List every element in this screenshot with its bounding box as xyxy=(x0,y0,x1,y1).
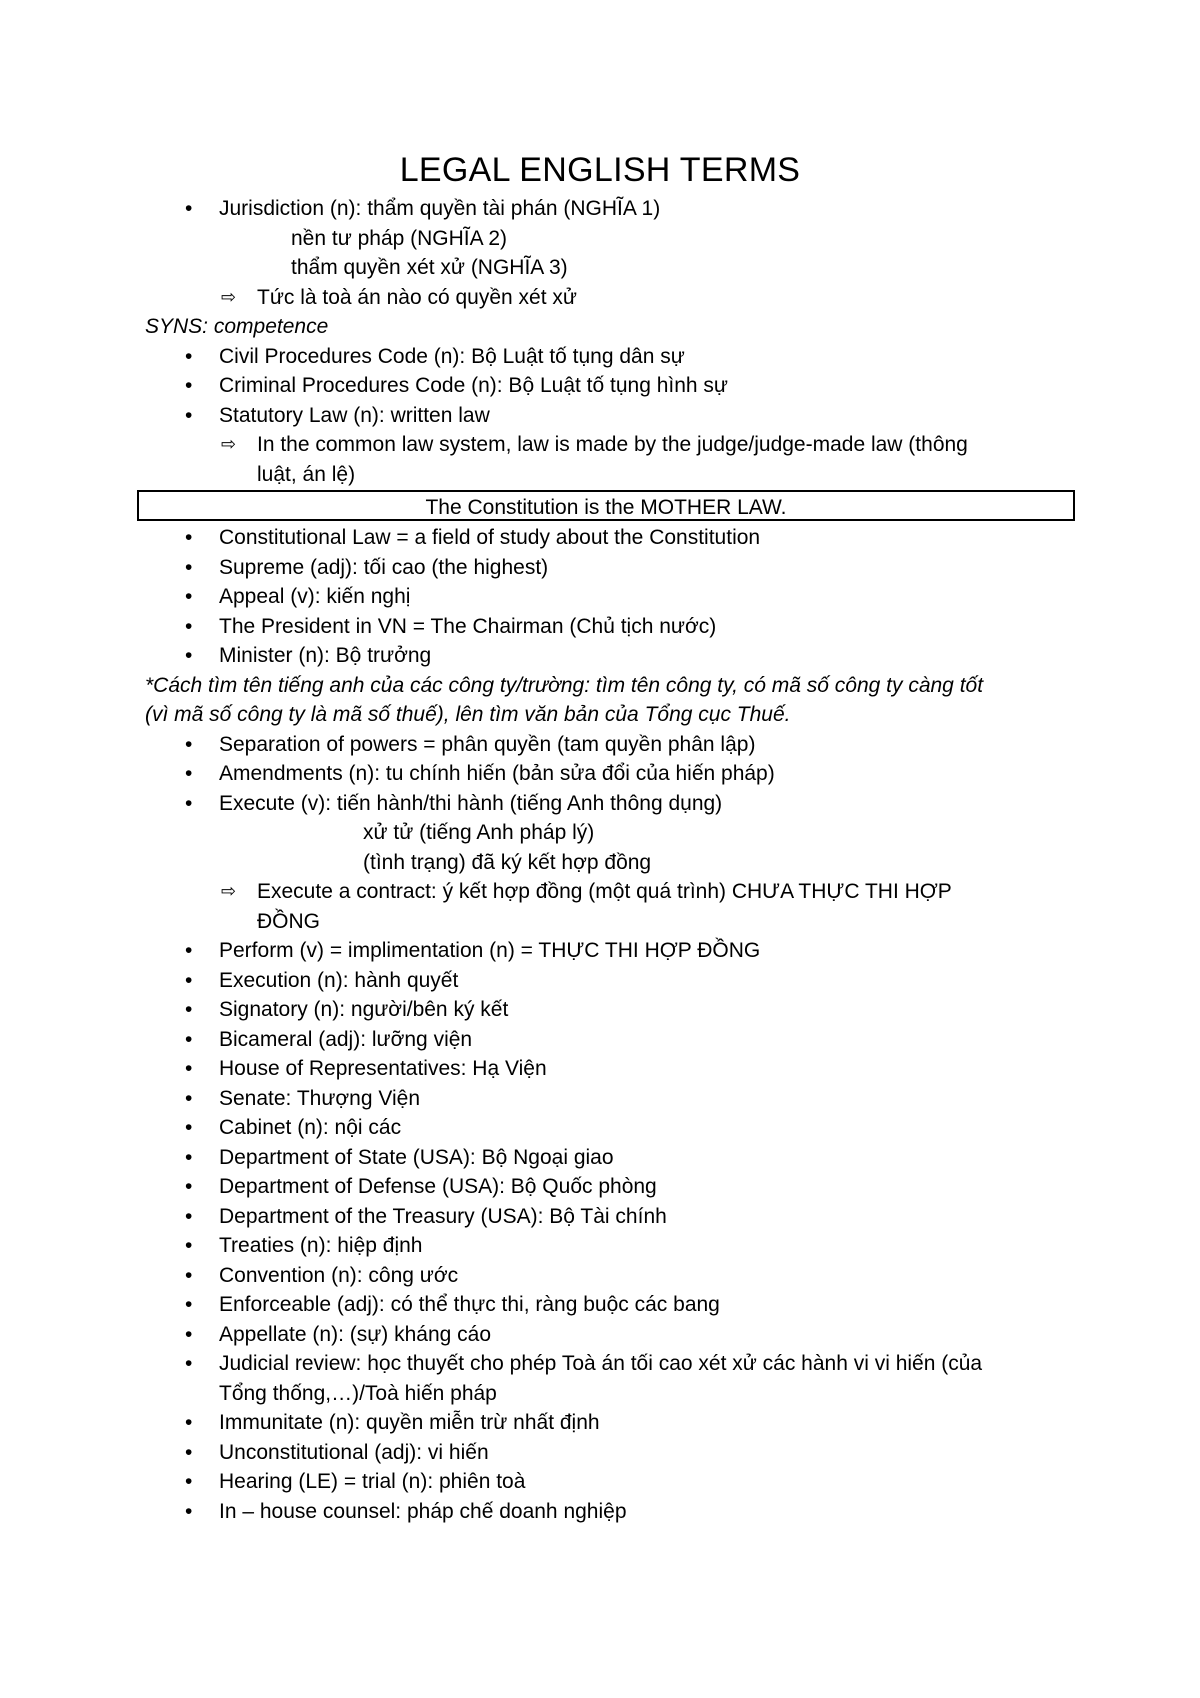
list-item: • Appellate (n): (sự) kháng cáo xyxy=(145,1320,1075,1350)
list-item: • Immunitate (n): quyền miễn trừ nhất định xyxy=(145,1408,1075,1438)
arrow-note-continuation: ĐỒNG xyxy=(257,909,320,933)
arrow-note xyxy=(145,877,1075,907)
list-item: • Perform (v) = implimentation (n) = THỰC THI HỢP ĐỒNG xyxy=(145,936,1075,966)
document-body xyxy=(145,194,1075,1526)
list-item-continuation: xử tử (tiếng Anh pháp lý) xyxy=(363,821,595,844)
right-arrow-icon: ⇨ xyxy=(221,881,237,901)
list-item-continuation: Tổng thống,…)/Toà hiến pháp xyxy=(219,1381,497,1405)
list-item: • Convention (n): công ước xyxy=(145,1261,1075,1291)
list-item: • Amendments (n): tu chính hiến (bản sửa đổi của hiến pháp) xyxy=(145,759,1075,789)
list-item: • Civil Procedures Code (n): Bộ Luật tố tụng dân sự xyxy=(145,342,1075,372)
tip-note: *Cách tìm tên tiếng anh của các công ty/trường: tìm tên công ty, có mã số công ty càng tốt xyxy=(145,673,984,697)
list-item: • Enforceable (adj): có thể thực thi, ràng buộc các bang xyxy=(145,1290,1075,1320)
list-item: • Criminal Procedures Code (n): Bộ Luật tố tụng hình sự xyxy=(145,371,1075,401)
list-item: • Treaties (n): hiệp định xyxy=(145,1231,1075,1261)
right-arrow-icon: ⇨ xyxy=(221,434,237,454)
list-item: • Hearing (LE) = trial (n): phiên toà xyxy=(145,1467,1075,1497)
list-item-continuation: (tình trạng) đã ký kết hợp đồng xyxy=(363,850,652,874)
list-item: • Supreme (adj): tối cao (the highest) xyxy=(145,553,1075,583)
list-item: • Cabinet (n): nội các xyxy=(145,1113,1075,1143)
arrow-note xyxy=(145,283,1075,313)
arrow-note-continuation: luật, án lệ) xyxy=(257,462,356,486)
list-item: • Department of the Treasury (USA): Bộ Tài chính xyxy=(145,1202,1075,1232)
document-title: LEGAL ENGLISH TERMS xyxy=(399,151,801,189)
list-item: • Senate: Thượng Viện xyxy=(145,1084,1075,1114)
boxed-callout: The Constitution is the MOTHER LAW. xyxy=(137,490,1075,521)
synonyms-note: SYNS: competence xyxy=(145,315,329,338)
list-item: • Department of Defense (USA): Bộ Quốc phòng xyxy=(145,1172,1075,1202)
list-item: • In – house counsel: pháp chế doanh nghiệp xyxy=(145,1497,1075,1527)
list-item: • Signatory (n): người/bên ký kết xyxy=(145,995,1075,1025)
list-item: • Constitutional Law = a field of study about the Constitution xyxy=(145,523,1075,553)
list-item: • Minister (n): Bộ trưởng xyxy=(145,641,1075,671)
tip-note-continuation: (vì mã số công ty là mã số thuế), lên tìm văn bản của Tổng cục Thuế. xyxy=(145,703,791,726)
list-item: • Jurisdiction (n): thẩm quyền tài phán (NGHĨA 1) xyxy=(145,194,1075,224)
list-item: • The President in VN = The Chairman (Chủ tịch nước) xyxy=(145,612,1075,642)
list-item: • Appeal (v): kiến nghị xyxy=(145,582,1075,612)
list-item: • Separation of powers = phân quyền (tam quyền phân lập) xyxy=(145,730,1075,760)
arrow-note-text: Execute a contract: ý kết hợp đồng (một quá trình) CHƯA THỰC THI HỢP xyxy=(257,880,952,903)
arrow-note-text: In the common law system, law is made by the judge/judge-made law (thông xyxy=(257,433,968,456)
list-item-continuation: thẩm quyền xét xử (NGHĨA 3) xyxy=(291,256,568,279)
list-item: • Judicial review: học thuyết cho phép Toà án tối cao xét xử các hành vi vi hiến (của xyxy=(145,1349,1075,1379)
list-item: • Unconstitutional (adj): vi hiến xyxy=(145,1438,1075,1468)
arrow-note xyxy=(145,430,1075,460)
right-arrow-icon: ⇨ xyxy=(221,286,237,307)
arrow-note-text: Tức là toà án nào có quyền xét xử xyxy=(257,285,577,309)
list-item: • Department of State (USA): Bộ Ngoại giao xyxy=(145,1143,1075,1173)
list-item: • Statutory Law (n): written law xyxy=(145,401,1075,431)
list-item: • Bicameral (adj): lưỡng viện xyxy=(145,1025,1075,1055)
list-item-continuation: nền tư pháp (NGHĨA 2) xyxy=(291,226,507,250)
list-item: • House of Representatives: Hạ Viện xyxy=(145,1054,1075,1084)
list-item: • Execute (v): tiến hành/thi hành (tiếng Anh thông dụng) xyxy=(145,789,1075,819)
list-item: • Execution (n): hành quyết xyxy=(145,966,1075,996)
